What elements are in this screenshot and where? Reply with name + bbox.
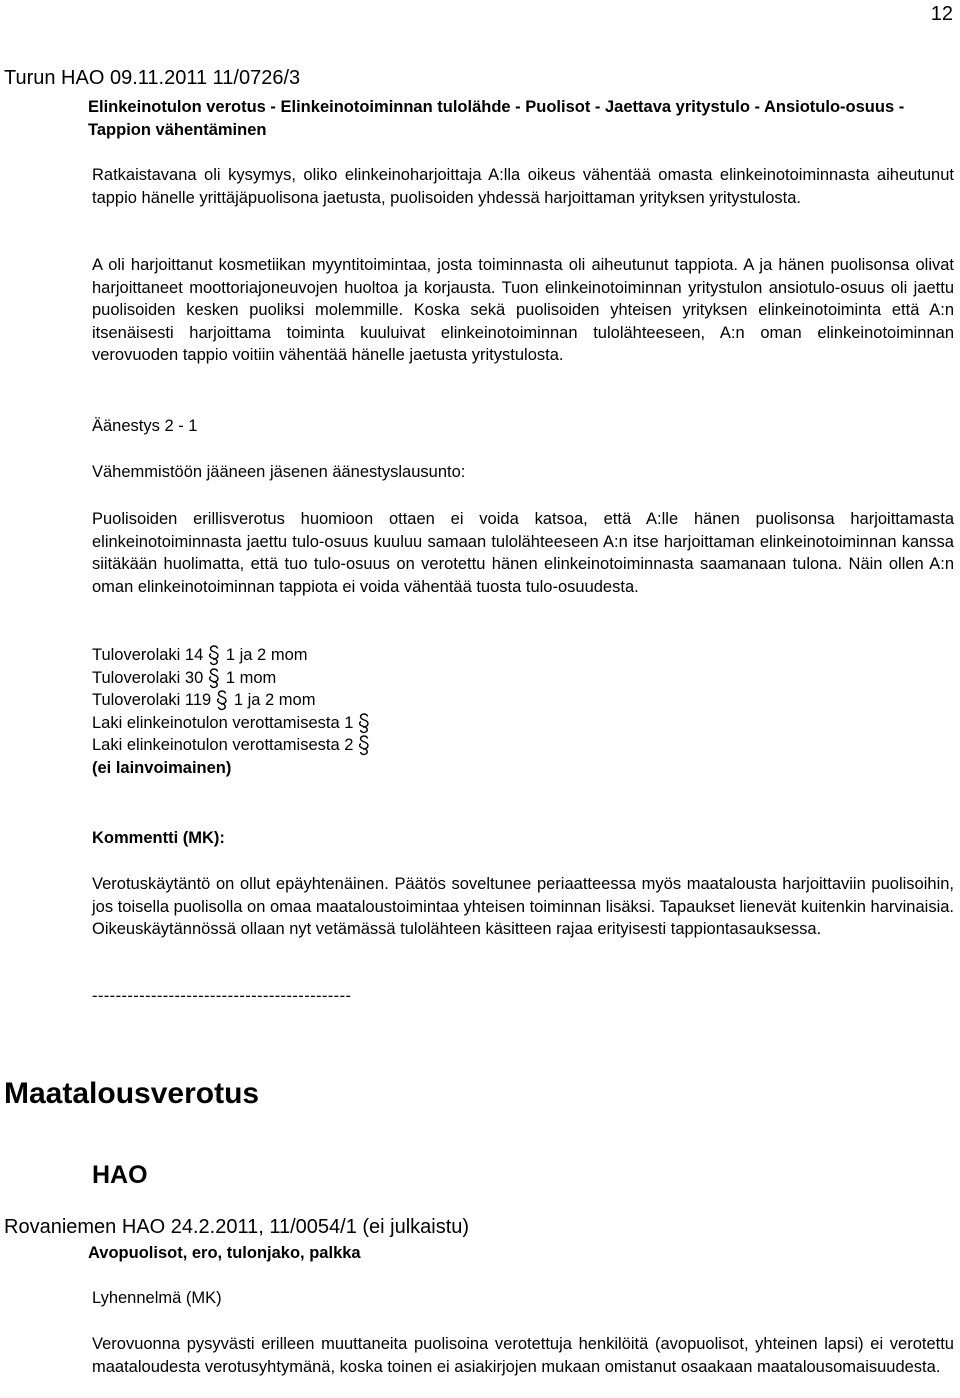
case-question: Ratkaistavana oli kysymys, oliko elinkeinoharjoittaja A:lla oikeus vähentää omasta elinkeinotoiminnasta aiheutunut tappio hänelle yrittäjäpuolisona jaetusta, puolisoiden yhdessä harjoittaman yrityksen yritystulosta.: [92, 166, 954, 207]
comment-text: Verotuskäytäntö on ollut epäyhtenäinen. Päätös soveltunee periaatteessa myös maatalousta harjoittaviin puolisoihin, jos toisella puolisolla on omaa maataloustoimintaa yhteisen toiminnan lisäksi. Tapaukset lienevät kuitenkin harvinaisia. Oikeuskäytännössä ollaan nyt vetämässä tulolähteen käsitteen rajaa erityisesti tappiontasauksessa.: [92, 875, 954, 938]
law-name: Laki elinkeinotulon verottamisesta 2: [92, 736, 354, 754]
law-moment: 1 ja 2 mom: [233, 691, 316, 709]
section-sign-icon: [357, 712, 371, 734]
case-reference: Turun HAO 09.11.2011 11/0726/3: [4, 67, 301, 89]
law-reference: [92, 734, 954, 757]
case-topic: Elinkeinotulon verotus - Elinkeinotoiminnan tulolähde - Puolisot - Jaettava yritystulo - Ansiotulo-osuus - Tappion vähentäminen: [88, 98, 905, 139]
comment-heading: Kommentti (MK):: [92, 829, 225, 847]
summary-heading: Lyhennelmä (MK): [92, 1289, 222, 1307]
law-name: Tuloverolaki 14: [92, 646, 204, 664]
page-number: 12: [930, 3, 953, 25]
law-references: [92, 644, 954, 779]
minority-heading: Vähemmistöön jääneen jäsenen äänestyslausunto:: [92, 463, 466, 481]
section-title: Maatalousverotus: [4, 1077, 260, 1110]
law-reference: [92, 644, 954, 667]
law-reference: [92, 667, 954, 690]
law-reference: [92, 712, 954, 735]
minority-opinion: Puolisoiden erillisverotus huomioon ottaen ei voida katsoa, että A:lle hänen puolisonsa harjoittamasta elinkeinotoiminnasta jaettu tulo-osuus kuuluu samaan tulolähteeseen A:n itse harjoittaman elinkeinotoiminnan kanssa siitäkään huolimatta, että tuo tulo-osuus on verotettu hänen elinkeinotoiminnasta saamanaan tulona. Näin ollen A:n oman elinkeinotoiminnan tappiota ei voida vähentää tuosta tulo-osuudesta.: [92, 510, 954, 596]
law-name: Laki elinkeinotulon verottamisesta 1: [92, 713, 354, 732]
section-sign-icon: [215, 689, 229, 711]
law-name: Tuloverolaki 30: [92, 668, 204, 687]
law-moment: 1 ja 2 mom: [225, 646, 308, 664]
section-sign-icon: [357, 734, 371, 756]
vote-result: Äänestys 2 - 1: [92, 417, 198, 435]
section-sign-icon: [207, 667, 221, 689]
case-reference: Rovaniemen HAO 24.2.2011, 11/0054/1 (ei julkaistu): [4, 1216, 470, 1238]
law-name: Tuloverolaki 119: [92, 691, 212, 709]
case-facts: A oli harjoittanut kosmetiikan myyntitoimintaa, josta toiminnasta oli aiheutunut tappiota. A ja hänen puolisonsa olivat harjoittaneet moottoriajoneuvojen huoltoa ja korjausta. Tuon elinkeinotoiminnan yritystulon ansiotulo-osuus oli jaettu puolisoiden kesken puoliksi molemmille. Koska sekä puolisoiden yhteisen yrityksen elinkeinotoiminta että A:n itsenäisesti harjoittama toiminta kuuluivat elinkeinotoiminnan tulolähteeseen, A:n oman elinkeinotoiminnan verovuoden tappio voitiin vähentää hänelle jaetusta yritystulosta.: [92, 256, 954, 364]
law-reference: [92, 689, 954, 712]
section-sign-icon: [207, 644, 221, 666]
law-moment: 1 mom: [225, 668, 277, 687]
case-topic: Avopuolisot, ero, tulonjako, palkka: [88, 1244, 361, 1262]
law-status-note: (ei lainvoimainen): [92, 758, 232, 777]
separator-line: --------------------------------------------: [92, 987, 352, 1005]
section-subtitle: HAO: [92, 1161, 148, 1189]
summary-text: Verovuonna pysyvästi erilleen muuttaneita puolisoina verotettuja henkilöitä (avopuolisot, yhteinen lapsi) ei verotettu maataloudesta verotusyhtymänä, koska toinen ei asiakirjojen mukaan omistanut osaakaan maatalousomaisuudesta.: [92, 1335, 954, 1376]
